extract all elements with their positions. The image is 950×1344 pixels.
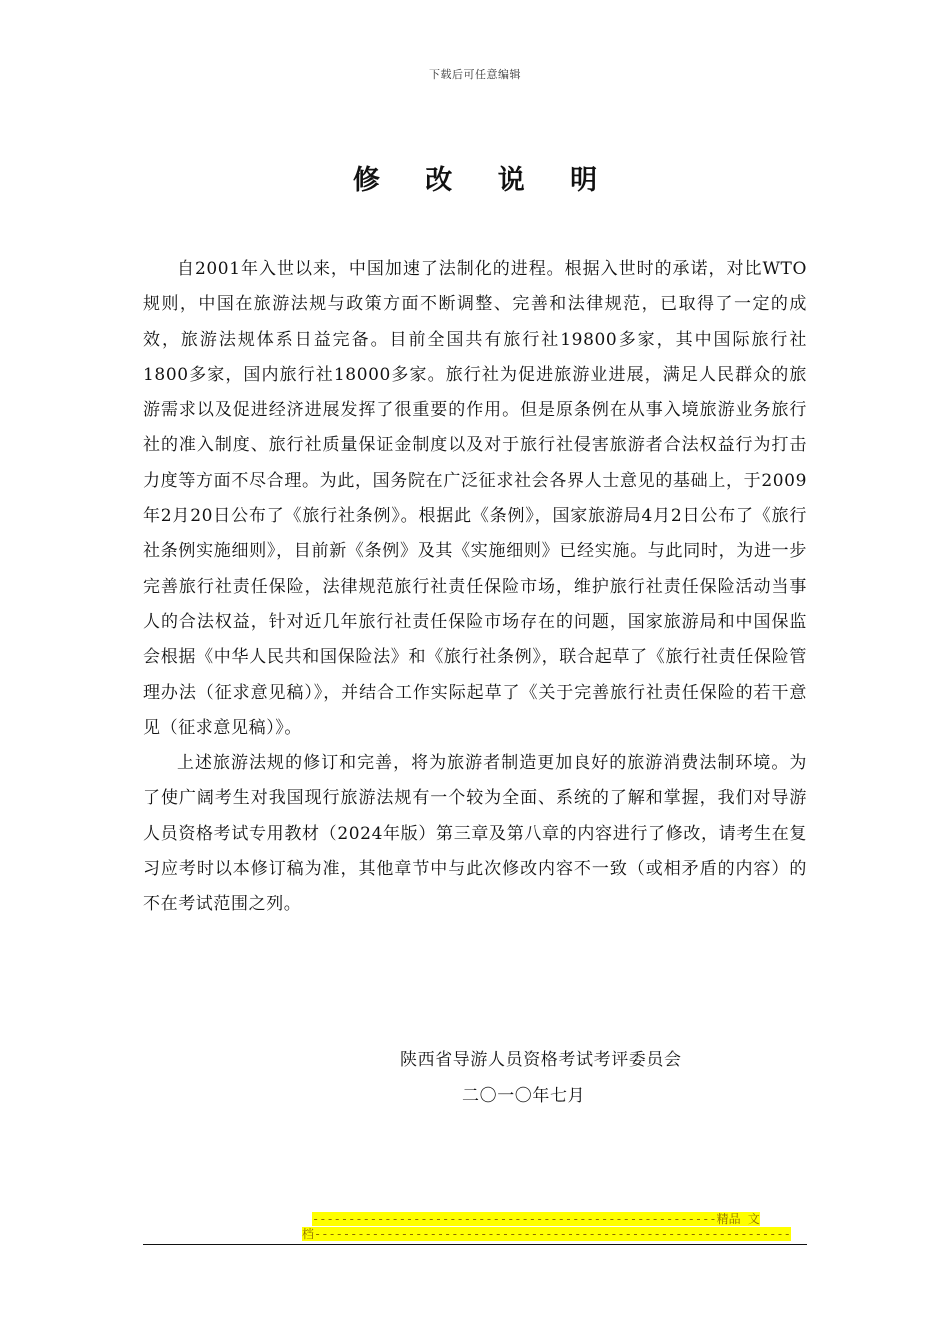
paragraph-1: 自2001年入世以来，中国加速了法制化的进程。根据入世时的承诺，对比WTO规则，中国在旅游法规与政策方面不断调整、完善和法律规范，已取得了一定的成效，旅游法规体系日益完备。目前全国共有旅行社19800多家，其中国际旅行社1800多家，国内旅行社18000多家。旅行社为促进旅游业进展，满足人民群众的旅游需求以及促进经济进展发挥了很重要的作用。但是原条例在从事入境旅游业务旅行社的准入制度、旅行社质量保证金制度以及对于旅行社侵害旅游者合法权益行为打击力度等方面不尽合理。为此，国务院在广泛征求社会各界人士意见的基础上，于2009年2月20日公布了《旅行社条例》。根据此《条例》，国家旅游局4月2日公布了《旅行社条例实施细则》，目前新《条例》及其《实施细则》已经实施。与此同时，为进一步完善旅行社责任保险，法律规范旅行社责任保险市场，维护旅行社责任保险活动当事人的合法权益，针对近几年旅行社责任保险市场存在的问题，国家旅游局和中国保监会根据《中华人民共和国保险法》和《旅行社条例》，联合起草了《旅行社责任保险管理办法（征求意见稿）》，并结合工作实际起草了《关于完善旅行社责任保险的若干意见（征求意见稿）》。 [143, 259, 807, 738]
footer-line-1-text: --------------------------------------------------------精品 文 [312, 1212, 760, 1226]
footer-line-2 [302, 1227, 791, 1242]
signature-date: 二〇一〇年七月 [462, 1086, 586, 1106]
document-title: 修 改 说 明 [352, 165, 616, 196]
footer-watermark [302, 1212, 791, 1242]
paragraph-2: 上述旅游法规的修订和完善，将为旅游者制造更加良好的旅游消费法制环境。为了使广阔考生对我国现行旅游法规有一个较为全面、系统的了解和掌握，我们对导游人员资格考试专用教材（2024年版）第三章及第八章的内容进行了修改，请考生在复习应考时以本修订稿为准，其他章节中与此次修改内容不一致（或相矛盾的内容）的不在考试范围之列。 [143, 753, 807, 915]
footer-divider [143, 1244, 807, 1245]
signature-organization: 陕西省导游人员资格考试考评委员会 [400, 1050, 682, 1070]
header-note: 下载后可任意编辑 [429, 68, 521, 81]
footer-line-2-text: 档------------------------------------------------------------------ [302, 1227, 791, 1241]
document-body [143, 252, 807, 923]
signature-block [400, 1042, 700, 1114]
footer-line-1 [302, 1212, 760, 1227]
